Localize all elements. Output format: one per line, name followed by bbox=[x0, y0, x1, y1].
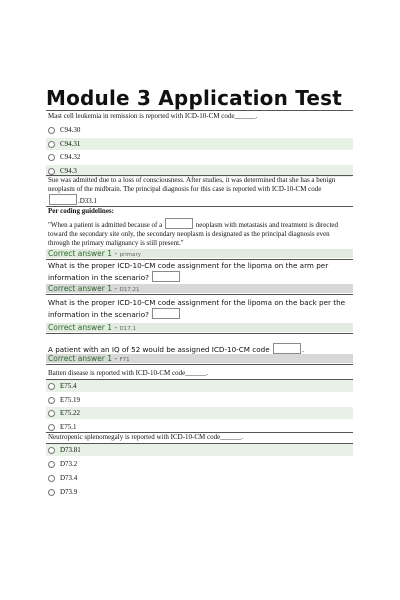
option-4[interactable]: C94.3 bbox=[46, 165, 353, 177]
radio-button[interactable] bbox=[48, 154, 55, 161]
option-1[interactable]: C94.30 bbox=[46, 124, 353, 136]
radio-button[interactable] bbox=[48, 141, 55, 148]
question-6-text: Batten disease is reported with ICD-10-CM code______. bbox=[48, 369, 208, 377]
radio-button[interactable] bbox=[48, 410, 55, 417]
question-7-text: Neutropenic splenomegaly is reported with ICD-10-CM code______. bbox=[48, 433, 243, 441]
question-1-text: Mast cell leukemia in remission is reported with ICD-10-CM code______. bbox=[48, 112, 258, 120]
option-2[interactable]: E75.19 bbox=[46, 394, 353, 406]
radio-button[interactable] bbox=[48, 383, 55, 390]
correct-answer: Correct answer 1 - D17.21 bbox=[46, 284, 353, 293]
radio-button[interactable] bbox=[48, 461, 55, 468]
answer-input[interactable] bbox=[165, 218, 193, 229]
radio-button[interactable] bbox=[48, 489, 55, 496]
question-5-text: A patient with an IQ of 52 would be assigned ICD-10-CM code . bbox=[48, 345, 305, 354]
page-title: Module 3 Application Test bbox=[46, 86, 343, 110]
option-1[interactable]: E75.4 bbox=[46, 380, 353, 392]
divider bbox=[46, 259, 353, 260]
radio-button[interactable] bbox=[48, 475, 55, 482]
answer-input[interactable] bbox=[49, 194, 77, 205]
answer-input[interactable] bbox=[152, 271, 180, 282]
correct-answer: Correct answer 1 - D17.1 bbox=[46, 323, 353, 332]
option-2[interactable]: C94.31 bbox=[46, 138, 353, 150]
radio-button[interactable] bbox=[48, 127, 55, 134]
option-4[interactable]: E75.1 bbox=[46, 421, 353, 433]
option-4[interactable]: D73.9 bbox=[46, 486, 353, 498]
divider bbox=[46, 110, 353, 111]
option-3[interactable]: E75.22 bbox=[46, 407, 353, 419]
correct-answer: Correct answer 1 - primary bbox=[46, 249, 353, 258]
answer-input[interactable] bbox=[273, 343, 301, 354]
guidelines-heading: Per coding guidelines: bbox=[48, 207, 114, 215]
guidelines-text: "When a patient is admitted because of a neoplasm with metastasis and treatment is directed toward the secondary site only, the secondary neoplasm is designated as the principal diagnosis even through the primary malignancy is still present." bbox=[48, 218, 352, 248]
divider bbox=[46, 294, 353, 295]
option-3[interactable]: D73.4 bbox=[46, 472, 353, 484]
question-4-text: What is the proper ICD-10-CM code assignment for the lipoma on the back per the information in the scenario? bbox=[48, 298, 346, 319]
option-3[interactable]: C94.32 bbox=[46, 151, 353, 163]
radio-button[interactable] bbox=[48, 397, 55, 404]
option-1[interactable]: D73.81 bbox=[46, 444, 353, 456]
radio-button[interactable] bbox=[48, 447, 55, 454]
question-2-text: Sue was admitted due to a loss of consciousness. After studies, it was determined that she has a benign neoplasm of the midbrain. The principal diagnosis for this case is reported with ICD-10-CM code .D33.1 bbox=[48, 176, 336, 205]
radio-button[interactable] bbox=[48, 168, 55, 175]
answer-input[interactable] bbox=[152, 308, 180, 319]
question-3-text: What is the proper ICD-10-CM code assignment for the lipoma on the arm per information in the scenario? bbox=[48, 261, 329, 282]
correct-answer: Correct answer 1 - F71 bbox=[46, 354, 353, 363]
divider bbox=[46, 333, 353, 334]
option-2[interactable]: D73.2 bbox=[46, 458, 353, 470]
radio-button[interactable] bbox=[48, 424, 55, 431]
divider bbox=[46, 364, 353, 365]
